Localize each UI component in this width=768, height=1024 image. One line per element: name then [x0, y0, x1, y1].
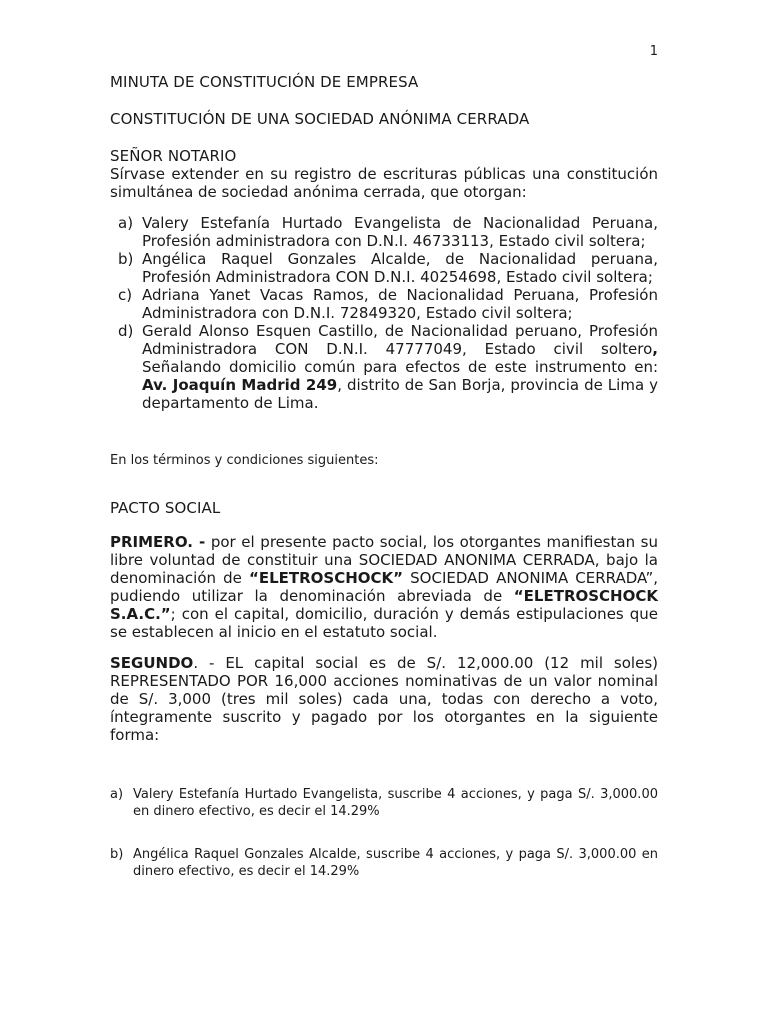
domicile-text: Señalando domicilio común para efectos de este instrumento en:: [142, 358, 658, 376]
primero-paragraph: [110, 533, 658, 641]
grantor-text: Valery Estefanía Hurtado Evangelista de Nacionalidad Peruana, Profesión administradora con D.N.I. 46733113, Estado civil soltera;: [142, 214, 658, 250]
page-number: 1: [649, 44, 658, 59]
list-marker: a): [110, 787, 124, 802]
list-marker: d): [118, 322, 134, 340]
company-name: “ELETROSCHOCK”: [248, 569, 404, 587]
primero-text-2: SOCIEDAD ANONIMA CERRADA”, pudiendo utilizar la denominación abreviada de: [110, 569, 658, 605]
grantor-text: Adriana Yanet Vacas Ramos, de Nacionalidad Peruana, Profesión Administradora con D.N.I. 72849320, Estado civil soltera;: [142, 286, 658, 322]
list-marker: b): [118, 250, 134, 268]
list-marker: a): [118, 214, 134, 232]
segundo-label: SEGUNDO: [110, 654, 194, 672]
company-short-name: “ELETROSCHOCK S.A.C.”: [110, 587, 658, 623]
terms-line: En los términos y condiciones siguientes:: [110, 453, 379, 468]
list-item: [110, 786, 658, 820]
subscription-text: Valery Estefanía Hurtado Evangelista, suscribe 4 acciones, y paga S/. 3,000.00 en dinero efectivo, es decir el 14.29%: [133, 787, 658, 819]
primero-text-1: por el presente pacto social, los otorgantes manifiestan su libre voluntad de constituir una SOCIEDAD ANONIMA CERRADA, bajo la denominación de: [110, 533, 658, 587]
segundo-paragraph: [110, 654, 658, 744]
grantors-list: [110, 214, 658, 412]
comma: ,: [652, 340, 658, 358]
grantor-text: Gerald Alonso Esquen Castillo, de Nacionalidad peruano, Profesión Administradora CON D.N.I. 47777049, Estado civil soltero: [142, 322, 658, 358]
list-item: [110, 322, 658, 412]
list-item: [110, 250, 658, 286]
list-item: [110, 286, 658, 322]
document-title: MINUTA DE CONSTITUCIÓN DE EMPRESA: [110, 73, 419, 91]
address: Av. Joaquín Madrid 249: [142, 376, 338, 394]
segundo-text: . - EL capital social es de S/. 12,000.00 (12 mil soles) REPRESENTADO POR 16,000 acciones nominativas de un valor nominal de S/. 3,000 (tres mil soles) cada una, todas con derecho a voto, íntegramente suscrito y pagado por los otorgantes en la siguiente forma:: [110, 654, 658, 744]
list-item: [110, 846, 658, 880]
subscription-text: Angélica Raquel Gonzales Alcalde, suscribe 4 acciones, y paga S/. 3,000.00 en dinero efectivo, es decir el 14.29%: [133, 847, 658, 879]
notary-heading: SEÑOR NOTARIO: [110, 147, 237, 165]
pacto-heading: PACTO SOCIAL: [110, 499, 221, 517]
grantor-text: Angélica Raquel Gonzales Alcalde, de Nacionalidad peruana, Profesión Administradora CON D.N.I. 40254698, Estado civil soltera;: [142, 250, 658, 286]
document-subtitle: CONSTITUCIÓN DE UNA SOCIEDAD ANÓNIMA CERRADA: [110, 110, 530, 128]
primero-label: PRIMERO. -: [110, 533, 206, 551]
primero-text-3: ; con el capital, domicilio, duración y demás estipulaciones que se establecen al inicio en el estatuto social.: [110, 605, 658, 641]
list-marker: c): [118, 286, 133, 304]
district-text: , distrito de San Borja, provincia de Lima y departamento de Lima.: [142, 376, 658, 412]
list-item: [110, 214, 658, 250]
list-marker: b): [110, 847, 124, 862]
intro-paragraph: Sírvase extender en su registro de escrituras públicas una constitución simultánea de sociedad anónima cerrada, que otorgan:: [110, 165, 658, 201]
